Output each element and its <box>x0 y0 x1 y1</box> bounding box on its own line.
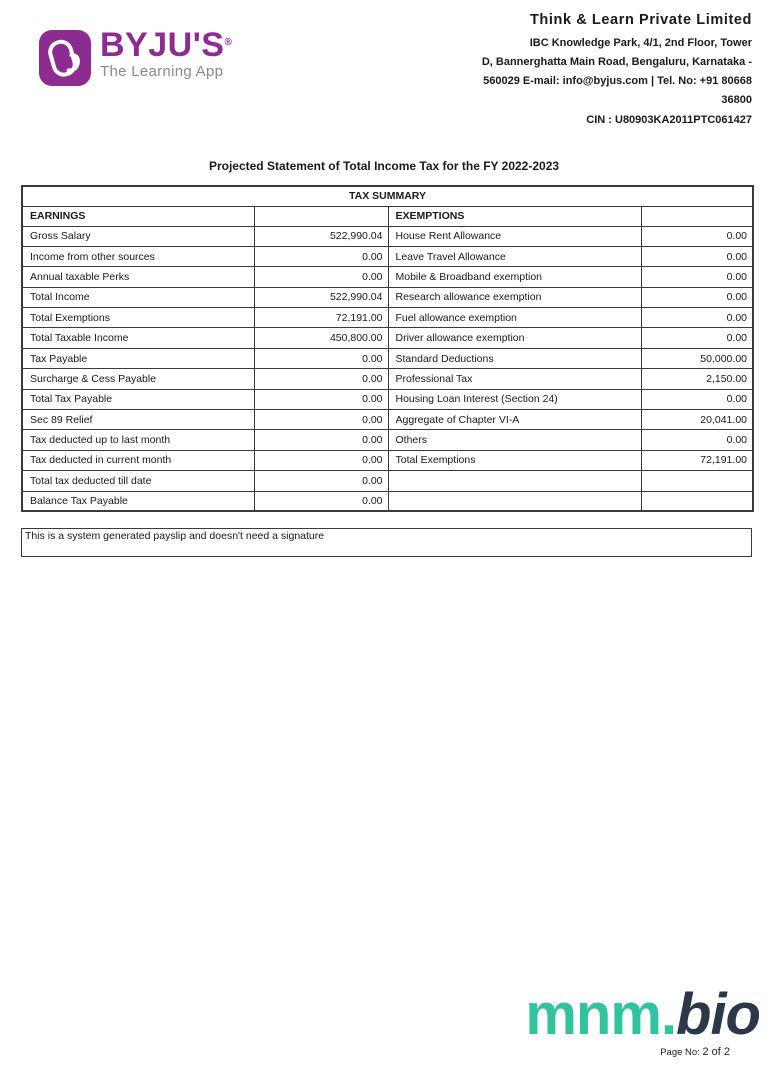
table-row <box>22 450 753 470</box>
table-row <box>22 348 753 368</box>
byjus-logo-icon <box>38 28 92 88</box>
label-cell: Aggregate of Chapter VI-A <box>388 410 641 430</box>
watermark-bio: bio <box>676 982 760 1047</box>
amount-cell: 0.00 <box>254 246 388 266</box>
amount-cell: 50,000.00 <box>641 348 753 368</box>
label-cell: Total tax deducted till date <box>22 471 254 491</box>
table-row <box>22 491 753 511</box>
table-row <box>22 471 753 491</box>
label-cell: Tax deducted in current month <box>22 450 254 470</box>
label-cell: House Rent Allowance <box>388 226 641 246</box>
amount-cell: 2,150.00 <box>641 369 753 389</box>
label-cell: Tax Payable <box>22 348 254 368</box>
label-cell: Total Tax Payable <box>22 389 254 409</box>
amount-cell: 0.00 <box>254 389 388 409</box>
brand-label: BYJU'S <box>100 26 225 64</box>
table-row <box>22 267 753 287</box>
amount-cell: 0.00 <box>254 348 388 368</box>
label-cell: Standard Deductions <box>388 348 641 368</box>
amount-cell: 450,800.00 <box>254 328 388 348</box>
amount-cell: 0.00 <box>641 246 753 266</box>
company-address-line: 36800 <box>721 94 752 106</box>
amount-cell: 0.00 <box>254 491 388 511</box>
company-name: Think & Learn Private Limited <box>529 12 752 28</box>
label-cell <box>388 491 641 511</box>
document-title: Projected Statement of Total Income Tax for the FY 2022-2023 <box>208 159 560 173</box>
label-cell: Income from other sources <box>22 246 254 266</box>
amount-cell: 0.00 <box>641 267 753 287</box>
table-column-header-row <box>22 206 753 226</box>
amount-cell: 0.00 <box>641 287 753 307</box>
table-row <box>22 308 753 328</box>
label-cell <box>388 471 641 491</box>
label-cell: Tax deducted up to last month <box>22 430 254 450</box>
table-row <box>22 430 753 450</box>
label-cell: Annual taxable Perks <box>22 267 254 287</box>
company-address-line: D, Bannerghatta Main Road, Bengaluru, Karnataka - <box>481 56 752 68</box>
mnm-bio-logo <box>525 982 760 1047</box>
amount-cell: 0.00 <box>254 369 388 389</box>
label-cell: Driver allowance exemption <box>388 328 641 348</box>
page-number <box>525 1046 730 1058</box>
byjus-logo-text <box>100 28 232 80</box>
table-row <box>22 246 753 266</box>
amount-cell: 522,990.04 <box>254 226 388 246</box>
watermark-dot: . <box>660 982 677 1047</box>
label-cell: Gross Salary <box>22 226 254 246</box>
label-cell: Fuel allowance exemption <box>388 308 641 328</box>
page-number-label: Page No: <box>660 1047 700 1058</box>
signature-note: This is a system generated payslip and doesn't need a signature <box>25 530 325 542</box>
mnm-bio-watermark <box>525 982 760 1058</box>
company-address-line: IBC Knowledge Park, 4/1, 2nd Floor, Tower <box>529 37 752 49</box>
label-cell: Surcharge & Cess Payable <box>22 369 254 389</box>
earnings-amount-header-empty <box>254 206 388 226</box>
exemptions-header: EXEMPTIONS <box>388 206 641 226</box>
label-cell: Research allowance exemption <box>388 287 641 307</box>
label-cell: Housing Loan Interest (Section 24) <box>388 389 641 409</box>
amount-cell <box>641 491 753 511</box>
brand-tagline: The Learning App <box>100 63 224 80</box>
label-cell: Mobile & Broadband exemption <box>388 267 641 287</box>
earnings-header: EARNINGS <box>22 206 254 226</box>
label-cell: Total Taxable Income <box>22 328 254 348</box>
table-row <box>22 328 753 348</box>
table-row <box>22 226 753 246</box>
table-title: TAX SUMMARY <box>22 186 753 206</box>
label-cell: Leave Travel Allowance <box>388 246 641 266</box>
amount-cell: 0.00 <box>641 430 753 450</box>
label-cell: Professional Tax <box>388 369 641 389</box>
table-row <box>22 410 753 430</box>
label-cell: Total Exemptions <box>22 308 254 328</box>
amount-cell: 72,191.00 <box>254 308 388 328</box>
amount-cell: 0.00 <box>254 267 388 287</box>
company-info <box>392 8 752 130</box>
label-cell: Total Exemptions <box>388 450 641 470</box>
page-number-value: 2 of 2 <box>702 1046 730 1058</box>
label-cell: Sec 89 Relief <box>22 410 254 430</box>
table-row <box>22 287 753 307</box>
exemptions-amount-header-empty <box>641 206 753 226</box>
byjus-logo <box>38 28 232 88</box>
amount-cell: 72,191.00 <box>641 450 753 470</box>
company-cin: CIN : U80903KA2011PTC061427 <box>586 114 752 126</box>
registered-trademark-icon: ® <box>224 37 233 48</box>
amount-cell: 0.00 <box>254 450 388 470</box>
amount-cell: 0.00 <box>641 226 753 246</box>
amount-cell: 522,990.04 <box>254 287 388 307</box>
amount-cell <box>641 471 753 491</box>
label-cell: Total Income <box>22 287 254 307</box>
amount-cell: 0.00 <box>254 430 388 450</box>
watermark-mnm: mnm <box>525 982 661 1047</box>
amount-cell: 0.00 <box>254 471 388 491</box>
amount-cell: 0.00 <box>641 328 753 348</box>
amount-cell: 0.00 <box>254 410 388 430</box>
table-row <box>22 389 753 409</box>
amount-cell: 0.00 <box>641 308 753 328</box>
label-cell: Others <box>388 430 641 450</box>
label-cell: Balance Tax Payable <box>22 491 254 511</box>
table-title-row <box>22 186 753 206</box>
amount-cell: 20,041.00 <box>641 410 753 430</box>
brand-name <box>100 28 232 62</box>
signature-note-box <box>21 528 752 557</box>
amount-cell: 0.00 <box>641 389 753 409</box>
table-row <box>22 369 753 389</box>
company-address-line: 560029 E-mail: info@byjus.com | Tel. No: +91 80668 <box>483 75 752 87</box>
tax-summary-table <box>21 185 754 512</box>
